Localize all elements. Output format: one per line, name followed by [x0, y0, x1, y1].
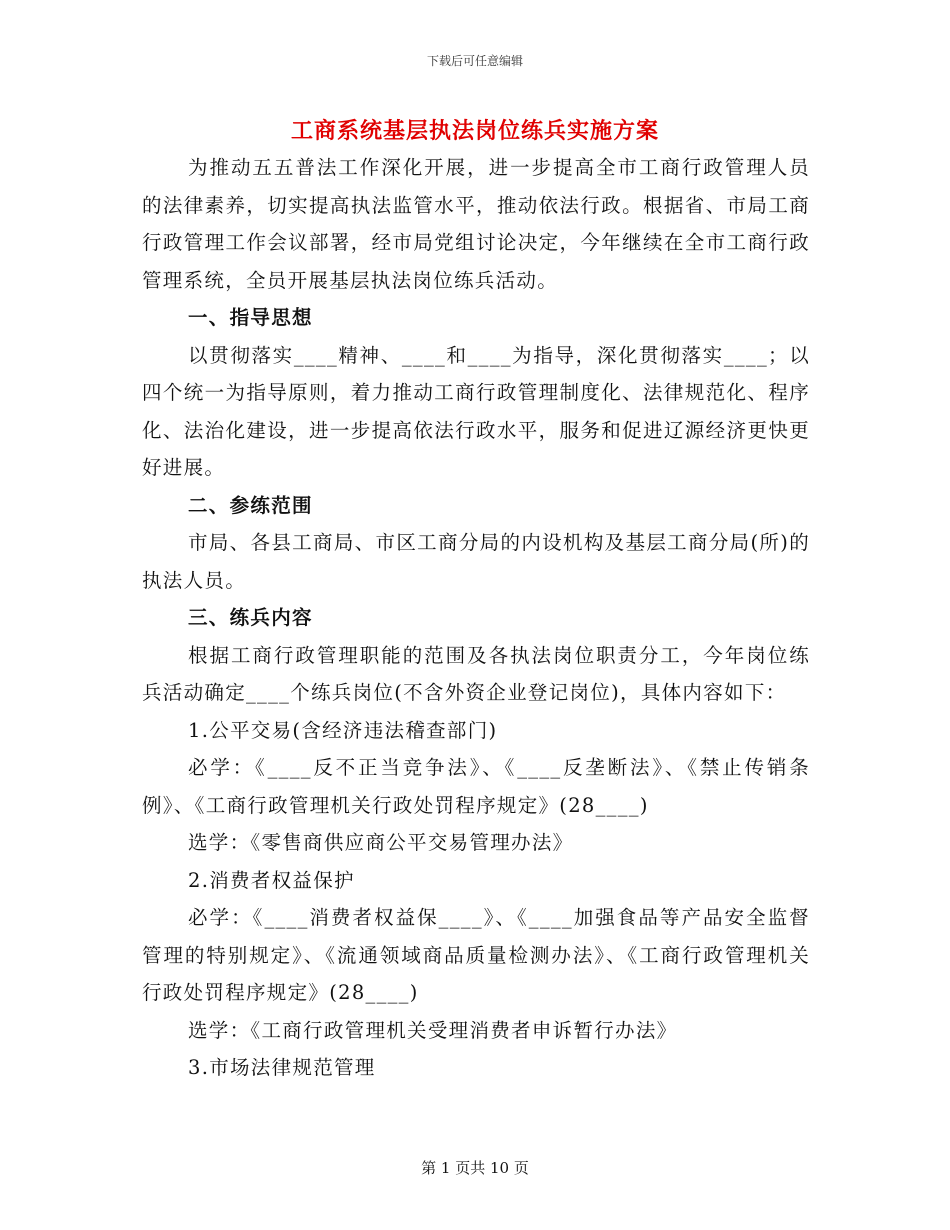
page-footer: 第 1 页共 10 页 [421, 1159, 529, 1177]
item-consumer-protection-optional: 选学：《工商行政管理机关受理消费者申诉暂行办法》 [188, 1018, 678, 1042]
item-fair-trade: 1.公平交易(含经济违法稽查部门) [188, 718, 498, 742]
scope-paragraph: 市局、各县工商局、市区工商分局的内设机构及基层工商分局(所)的执法人员。 [142, 531, 810, 592]
section-heading-content: 三、练兵内容 [188, 606, 313, 629]
section-heading-guiding-thought: 一、指导思想 [188, 306, 313, 329]
document-body [142, 149, 810, 1087]
item-consumer-protection-required: 必学：《____消费者权益保____》、《____加强食品等产品安全监督管理的特别规定》、《流通领域商品质量检测办法》、《工商行政管理机关行政处罚程序规定》(28____) [142, 906, 810, 1004]
intro-paragraph: 为推动五五普法工作深化开展，进一步提高全市工商行政管理人员的法律素养，切实提高执法监管水平，推动依法行政。根据省、市局工商行政管理工作会议部署，经市局党组讨论决定，今年继续在全市工商行政管理系统，全员开展基层执法岗位练兵活动。 [142, 156, 810, 292]
item-fair-trade-required: 必学：《____反不正当竞争法》、《____反垄断法》、《禁止传销条例》、《工商行政管理机关行政处罚程序规定》(28____) [142, 756, 810, 817]
content-paragraph: 根据工商行政管理职能的范围及各执法岗位职责分工，今年岗位练兵活动确定____个练兵岗位(不含外资企业登记岗位)，具体内容如下： [142, 643, 810, 704]
header-note: 下载后可任意编辑 [426, 54, 523, 68]
section-heading-scope: 二、参练范围 [188, 493, 313, 517]
document-title: 工商系统基层执法岗位练兵实施方案 [290, 118, 659, 144]
item-market-regulation: 3.市场法律规范管理 [188, 1056, 376, 1079]
item-consumer-protection: 2.消费者权益保护 [188, 868, 355, 892]
item-fair-trade-optional: 选学：《零售商供应商公平交易管理办法》 [188, 831, 574, 854]
guiding-thought-paragraph: 以贯彻落实____精神、____和____为指导，深化贯彻落实____；以四个统一为指导原则，着力推动工商行政管理制度化、法律规范化、程序化、法治化建设，进一步提高依法行政水平，服务和促进辽源经济更快更好进展。 [142, 343, 810, 479]
